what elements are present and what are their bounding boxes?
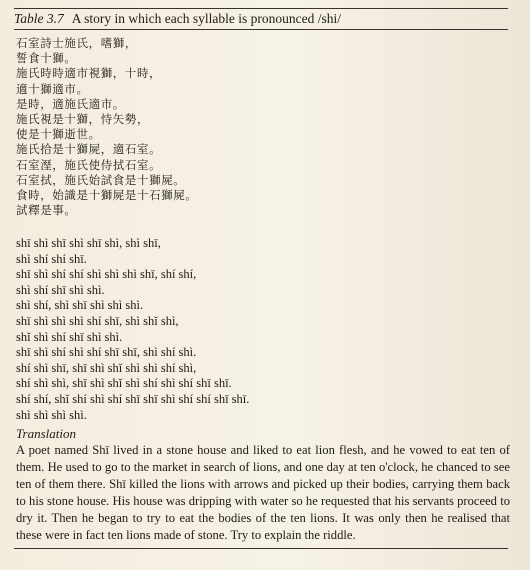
pinyin-line: shì shì shì shì. bbox=[16, 407, 87, 422]
table-number: Table 3.7 bbox=[14, 11, 64, 26]
chinese-line: 石室溼，施氏使侍拭石室。 bbox=[16, 157, 162, 172]
pinyin-line: shí shì shī, shī shì shǐ shì shì shí shì, bbox=[16, 360, 197, 375]
bottom-rule bbox=[14, 548, 508, 549]
chinese-line: 適十獅適市。 bbox=[16, 81, 89, 96]
pinyin-line: shǐ shì shí shī shì shì. bbox=[16, 329, 123, 344]
chinese-line: 食時，始識是十獅屍是十石獅屍。 bbox=[16, 188, 198, 203]
chinese-line: 誓食十獅。 bbox=[16, 51, 77, 66]
pinyin-line: shì shí shí shī. bbox=[16, 251, 87, 266]
chinese-line: 施氏視是十獅，恃矢勢， bbox=[16, 112, 150, 127]
translation-heading: Translation bbox=[16, 426, 76, 441]
pinyin-poem bbox=[16, 236, 249, 423]
chinese-poem bbox=[16, 36, 198, 218]
table-title bbox=[14, 11, 341, 27]
chinese-line: 石室拭，施氏始試食是十獅屍。 bbox=[16, 172, 186, 187]
pinyin-line: shī shì shí shì shí shī shī, shì shí shì. bbox=[16, 345, 197, 360]
pinyin-line: shī shì shì shì shí shī, shì shǐ shì, bbox=[16, 313, 179, 328]
chinese-line: 是時，適施氏適市。 bbox=[16, 96, 125, 111]
chinese-line: 使是十獅逝世。 bbox=[16, 127, 101, 142]
pinyin-line: shī shì shī shì shī shì, shì shī, bbox=[16, 236, 161, 250]
pinyin-line: shì shí, shì shī shì shì shì. bbox=[16, 298, 144, 313]
table-caption: A story in which each syllable is pronounced /shi/ bbox=[71, 11, 341, 26]
chinese-line: 施氏拾是十獅屍，適石室。 bbox=[16, 142, 162, 157]
pinyin-line: shī shì shí shí shì shì shì shī, shí shí, bbox=[16, 267, 197, 282]
pinyin-line: shí shí, shǐ shí shì shí shī shī shì shí shí shī shī. bbox=[16, 391, 250, 406]
title-rule bbox=[14, 29, 508, 30]
pinyin-line: shí shì shì, shī shì shǐ shì shí shì shí shī shī. bbox=[16, 376, 232, 391]
chinese-line: 施氏時時適市視獅，十時， bbox=[16, 66, 162, 81]
pinyin-line: shì shí shī shì shì. bbox=[16, 282, 105, 297]
top-rule bbox=[14, 8, 508, 9]
chinese-line: 試釋是事。 bbox=[16, 203, 77, 218]
chinese-line: 石室詩士施氏，嗜獅， bbox=[16, 36, 137, 50]
translation-body: A poet named Shī lived in a stone house and liked to eat lion flesh, and he vowed to eat ten of them. He used to go to the market in search of lions, and one day at ten o'clock, he chanced to see ten of them there. Shī killed the lions with arrows and picked up their bodies, carrying them back to his stone house. His house was dripping with water so he requested that his servants proceed to dry it. Then he began to try to eat the bodies of the ten lions. It was only then he realised that these were in fact ten lions made of stone. Try to explain the riddle. bbox=[16, 443, 510, 542]
